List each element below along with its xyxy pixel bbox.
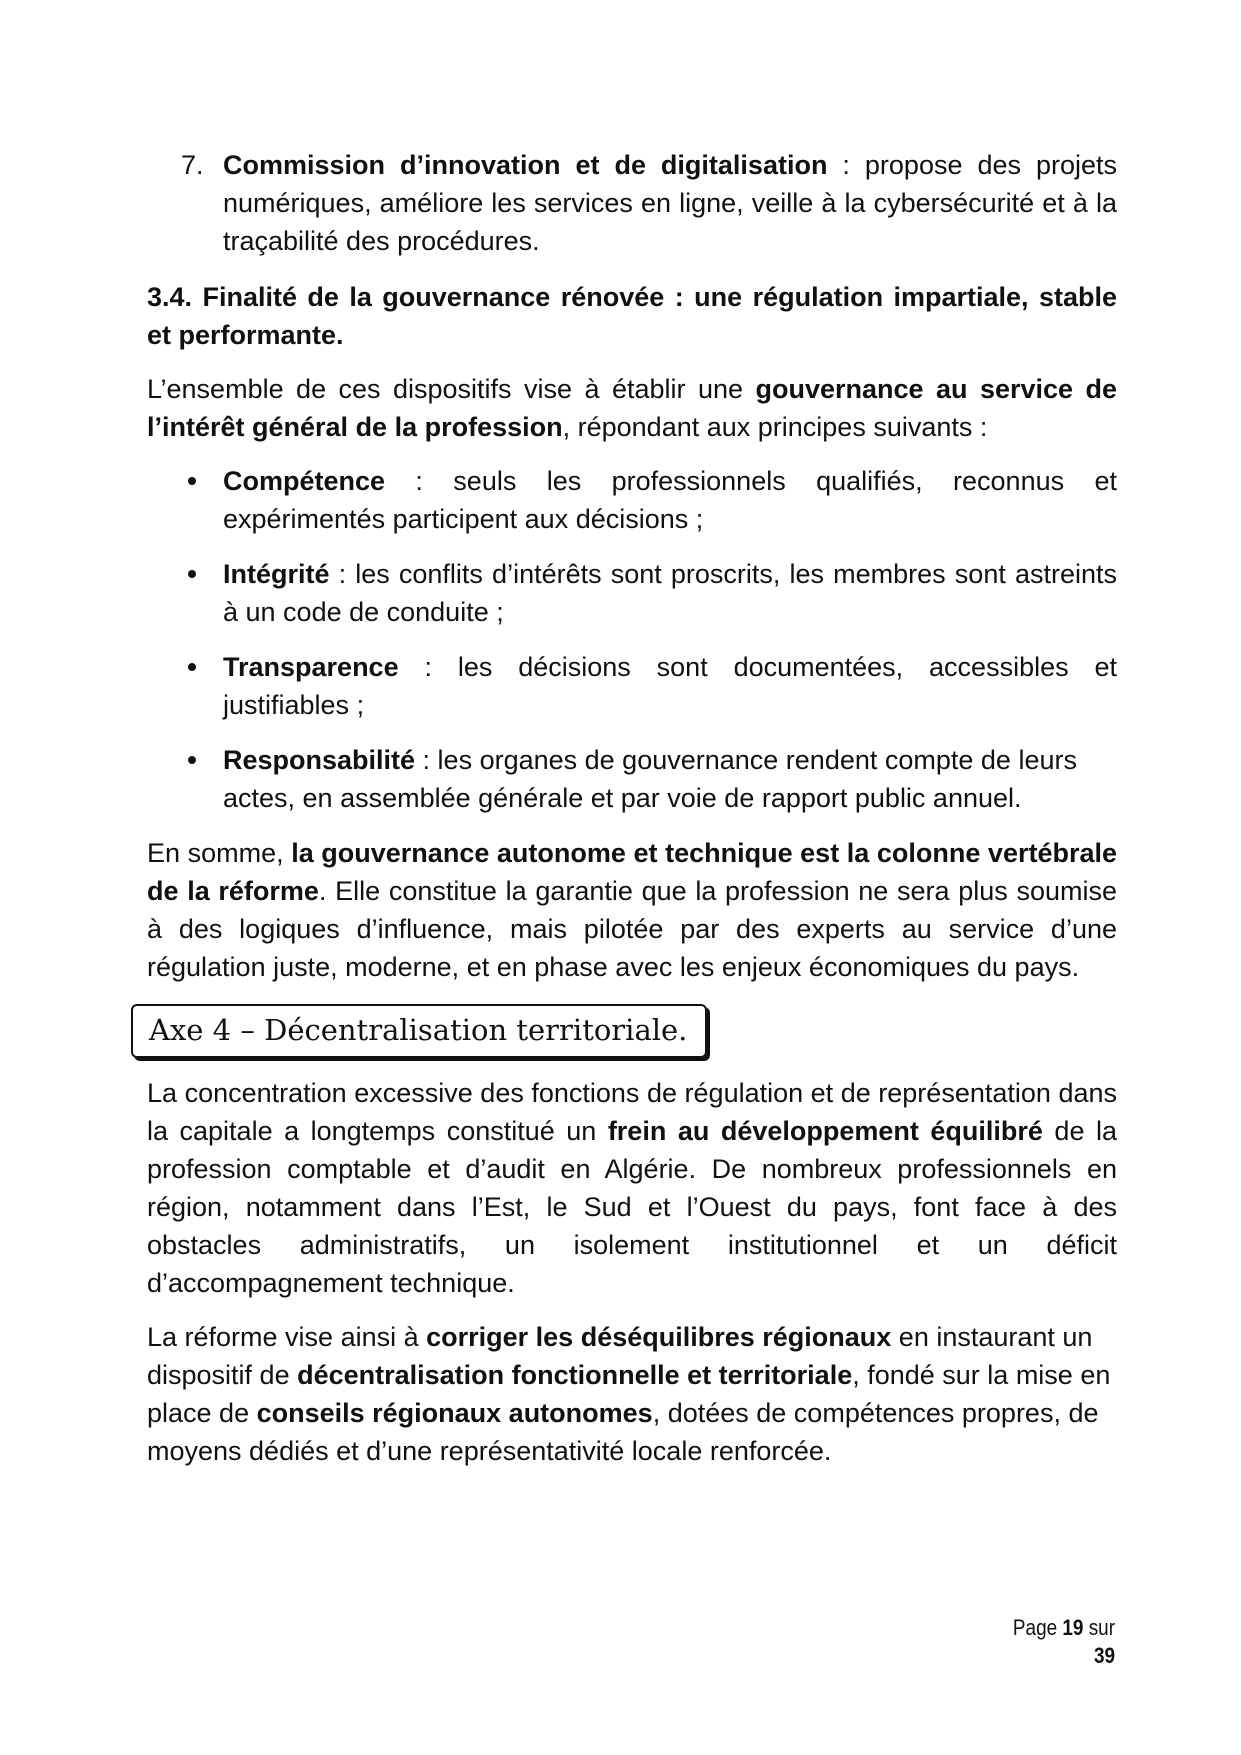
principle-item [147, 462, 1117, 538]
principle-text: : les conflits d’intérêts sont proscrits, les membres sont astreints à un code de conduite ; [223, 559, 1117, 627]
reforme-bold-3: conseils régionaux autonomes [256, 1398, 653, 1428]
intro-text-2: , répondant aux principes suivants : [562, 412, 988, 442]
principle-item [147, 555, 1117, 631]
concentration-text-1: La concentration excessive des fonctions de régulation et de représentation dans la capitale a longtemps constitué un [147, 1078, 1117, 1146]
document-page [147, 146, 1117, 1486]
principle-text: : seuls les professionnels qualifiés, reconnus et expérimentés participent aux décisions ; [223, 466, 1117, 534]
reforme-text-2: en instaurant un dispositif de [147, 1322, 1093, 1390]
bullet-icon [188, 570, 196, 578]
conclusion-bold-1: la gouvernance autonome et technique est la colonne vertébrale de la réforme [147, 838, 1118, 906]
principle-text: : les organes de gouvernance rendent compte de leurs actes, en assemblée générale et par voie de rapport public annuel. [223, 745, 1077, 813]
list-item-number: 7. [181, 150, 204, 180]
list-item-7 [147, 146, 1117, 260]
concentration-paragraph [147, 1074, 1117, 1302]
footer-of-label: sur [1088, 1615, 1115, 1640]
footer-total-pages: 39 [1093, 1643, 1115, 1668]
reforme-paragraph [147, 1318, 1117, 1470]
principle-text: : les décisions sont documentées, accessibles et justifiables ; [223, 652, 1117, 720]
conclusion-text-2: . Elle constitue la garantie que la profession ne sera plus soumise à des logiques d’influence, mais pilotée par des experts au service d’une régulation juste, moderne, et en phase avec les enjeux économiques du pays. [147, 876, 1117, 982]
reforme-text-3: , fondé sur la mise en place de [147, 1360, 1111, 1428]
list-item-text: : propose des projets numériques, améliore les services en ligne, veille à la cybersécurité et à la traçabilité des procédures. [223, 150, 1118, 256]
axe-4-title-box [131, 1004, 707, 1058]
principle-title: Transparence [223, 652, 399, 682]
reforme-bold-2: décentralisation fonctionnelle et territoriale [297, 1360, 853, 1390]
principles-list [147, 462, 1117, 817]
bullet-icon [188, 756, 196, 764]
principle-item [147, 741, 1117, 817]
section-heading: 3.4. Finalité de la gouvernance rénovée : une régulation impartiale, stable et performante. [147, 282, 1117, 350]
concentration-text-2: de la profession comptable et d’audit en Algérie. De nombreux professionnels en région, notamment dans l’Est, le Sud et l’Ouest du pays, font face à des obstacles administratifs, un isolement institutionnel et un déficit d’accompagnement technique. [147, 1116, 1117, 1298]
intro-bold-1: gouvernance au service de l’intérêt général de la profession [147, 374, 1117, 442]
intro-paragraph [147, 370, 1117, 446]
conclusion-paragraph [147, 834, 1117, 986]
footer-page-label: Page [1012, 1615, 1058, 1640]
principle-title: Compétence [223, 466, 386, 496]
reforme-bold-1: corriger les déséquilibres régionaux [426, 1322, 892, 1352]
concentration-bold-1: frein au développement équilibré [607, 1116, 1043, 1146]
footer-page-number: 19 [1062, 1615, 1084, 1640]
bullet-icon [188, 663, 196, 671]
axe-4-title: Axe 4 – Décentralisation territoriale. [149, 1013, 688, 1047]
page-footer [999, 1614, 1115, 1670]
principle-item [147, 648, 1117, 724]
reforme-text-1: La réforme vise ainsi à [147, 1322, 427, 1352]
principle-title: Responsabilité [223, 745, 416, 775]
principle-title: Intégrité [223, 559, 330, 589]
list-item-title: Commission d’innovation et de digitalisation [223, 150, 828, 180]
conclusion-text-1: En somme, [147, 838, 292, 868]
reforme-text-4: , dotées de compétences propres, de moyens dédiés et d’une représentativité locale renforcée. [147, 1398, 1099, 1466]
intro-text-1: L’ensemble de ces dispositifs vise à établir une [147, 374, 756, 404]
bullet-icon [188, 477, 196, 485]
